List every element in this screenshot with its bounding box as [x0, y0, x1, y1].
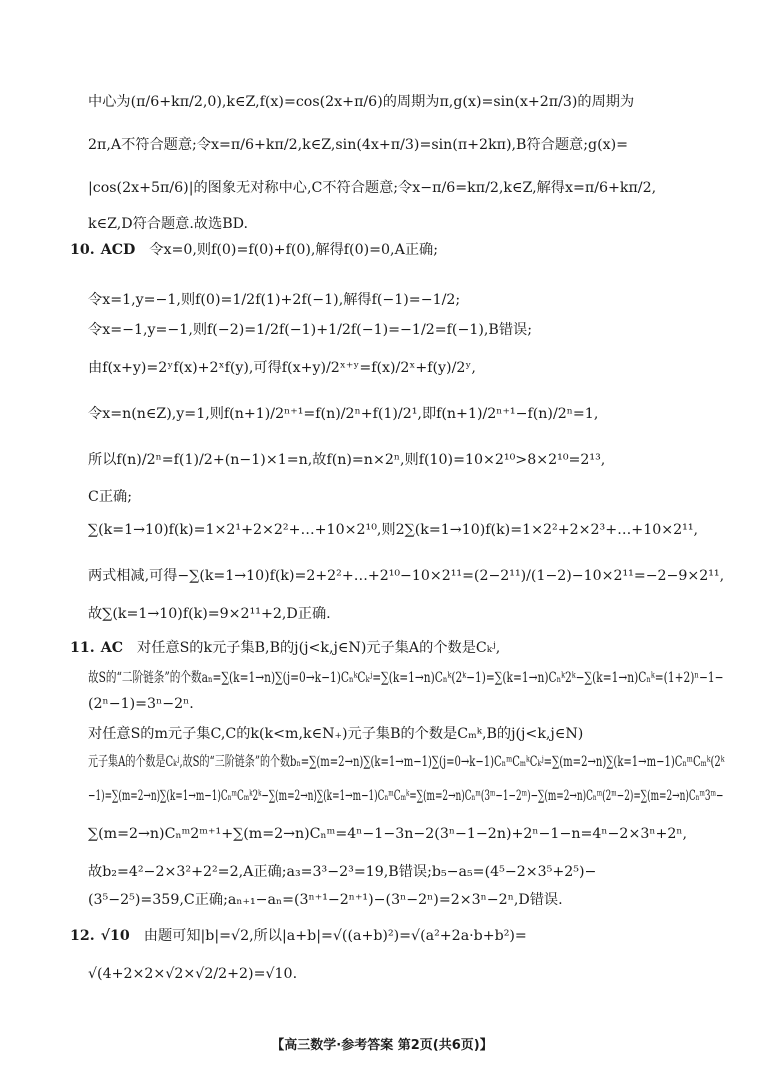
text-line [88, 320, 708, 340]
line-text: 令x=1,y=−1,则f(0)=1/2f(1)+2f(−1),解得f(−1)=−1/2; [88, 292, 461, 308]
answer-key: AC [100, 640, 123, 656]
line-text: 故S的“二阶链条”的个数aₙ=∑(k=1→n)∑(j=0→k−1)CₙᵏCₖʲ=∑(k=1→n)Cₙᵏ(2ᵏ−1)=∑(k=1→n)Cₙᵏ2ᵏ−∑(k=1→n)Cₙᵏ=(1+2)ⁿ−1− [88, 670, 724, 686]
line-text: 故b₂=4²−2×3²+2²=2,A正确;a₃=3³−2³=19,B错误;b₅−a₅=(4⁵−2×3⁵+2⁵)− [88, 864, 597, 880]
line-text: 所以f(n)/2ⁿ=f(1)/2+(n−1)×1=n,故f(n)=n×2ⁿ,则f(10)=10×2¹⁰>8×2¹⁰=2¹³, [88, 452, 606, 468]
line-text: √(4+2×2×√2×√2/2+2)=√10. [88, 966, 298, 982]
text-line [88, 964, 708, 984]
text-line [88, 214, 708, 234]
text-line [88, 520, 708, 540]
line-text: ∑(k=1→10)f(k)=1×2¹+2×2²+…+10×2¹⁰,则2∑(k=1→10)f(k)=1×2²+2×2³+…+10×2¹¹, [88, 522, 699, 538]
text-line [88, 487, 708, 507]
text-line [88, 824, 708, 844]
question-line [70, 926, 690, 946]
text-line [88, 290, 708, 310]
line-text: 由题可知|b|=√2,所以|a+b|=√((a+b)²)=√(a²+2a·b+b²)= [143, 928, 527, 944]
line-text: 令x=n(n∈Z),y=1,则f(n+1)/2ⁿ⁺¹=f(n)/2ⁿ+f(1)/2¹,即f(n+1)/2ⁿ⁺¹−f(n)/2ⁿ=1, [88, 406, 599, 422]
line-text: 故∑(k=1→10)f(k)=9×2¹¹+2,D正确. [88, 606, 331, 622]
question-line [70, 240, 690, 260]
text-line [88, 92, 708, 112]
question-number: 11. [70, 640, 95, 656]
text-line [88, 786, 724, 806]
text-line [88, 862, 708, 882]
text-line [88, 404, 708, 424]
text-line [88, 604, 708, 624]
text-line [88, 724, 708, 744]
line-text: 由f(x+y)=2ʸf(x)+2ˣf(y),可得f(x+y)/2ˣ⁺ʸ=f(x)/2ˣ+f(y)/2ʸ, [88, 360, 476, 376]
line-text: (2ⁿ−1)=3ⁿ−2ⁿ. [88, 696, 194, 712]
page-footer: 【高三数学·参考答案 第2页(共6页)】 [271, 1038, 493, 1053]
text-line [88, 668, 724, 688]
question-number: 10. [70, 242, 95, 258]
line-text: 中心为(π/6+kπ/2,0),k∈Z,f(x)=cos(2x+π/6)的周期为π,g(x)=sin(x+2π/3)的周期为 [88, 94, 635, 110]
line-text: 对任意S的k元子集B,B的j(j<k,j∈N)元子集A的个数是Cₖʲ, [137, 640, 501, 656]
answer-key: ACD [100, 242, 136, 258]
line-text: (3⁵−2⁵)=359,C正确;aₙ₊₁−aₙ=(3ⁿ⁺¹−2ⁿ⁺¹)−(3ⁿ−2ⁿ)=2×3ⁿ−2ⁿ,D错误. [88, 892, 563, 908]
line-text: |cos(2x+5π/6)|的图象无对称中心,C不符合题意;令x−π/6=kπ/2,k∈Z,解得x=π/6+kπ/2, [88, 180, 657, 196]
text-line [88, 694, 708, 714]
text-line [88, 135, 708, 155]
line-text: 令x=−1,y=−1,则f(−2)=1/2f(−1)+1/2f(−1)=−1/2=f(−1),B错误; [88, 322, 532, 338]
text-line [88, 566, 725, 586]
line-text: 两式相减,可得−∑(k=1→10)f(k)=2+2²+…+2¹⁰−10×2¹¹=(2−2¹¹)/(1−2)−10×2¹¹=−2−9×2¹¹, [88, 568, 725, 584]
text-line [88, 752, 725, 772]
text-line [88, 890, 708, 910]
question-number: 12. [70, 928, 95, 944]
question-line [70, 638, 690, 658]
line-text: −1)=∑(m=2→n)∑(k=1→m−1)CₙᵐCₘᵏ2ᵏ−∑(m=2→n)∑(k=1→m−1)CₙᵐCₘᵏ=∑(m=2→n)Cₙᵐ(3ᵐ−1−2ᵐ)−∑(m=2→n)Cₙᵐ(2ᵐ−2)=∑(m=2→n)Cₙᵐ3ᵐ− [88, 788, 724, 804]
line-text: 令x=0,则f(0)=f(0)+f(0),解得f(0)=0,A正确; [149, 242, 438, 258]
line-text: 元子集A的个数是Cₖʲ,故S的“三阶链条”的个数bₙ=∑(m=2→n)∑(k=1→m−1)∑(j=0→k−1)CₙᵐCₘᵏCₖʲ=∑(m=2→n)∑(k=1→m−1)CₙᵐCₘᵏ(2ᵏ [88, 754, 725, 770]
line-text: ∑(m=2→n)Cₙᵐ2ᵐ⁺¹+∑(m=2→n)Cₙᵐ=4ⁿ−1−3n−2(3ⁿ−1−2n)+2ⁿ−1−n=4ⁿ−2×3ⁿ+2ⁿ, [88, 826, 688, 842]
line-text: 2π,A不符合题意;令x=π/6+kπ/2,k∈Z,sin(4x+π/3)=sin(π+2kπ),B符合题意;g(x)= [88, 137, 629, 153]
text-line [88, 358, 708, 378]
line-text: C正确; [88, 489, 133, 505]
text-line [88, 178, 708, 198]
text-line [88, 450, 708, 470]
line-text: 对任意S的m元子集C,C的k(k<m,k∈N₊)元子集B的个数是Cₘᵏ,B的j(j<k,j∈N) [88, 726, 584, 742]
line-text: k∈Z,D符合题意.故选BD. [88, 216, 249, 232]
answer-key: √10 [100, 928, 130, 944]
